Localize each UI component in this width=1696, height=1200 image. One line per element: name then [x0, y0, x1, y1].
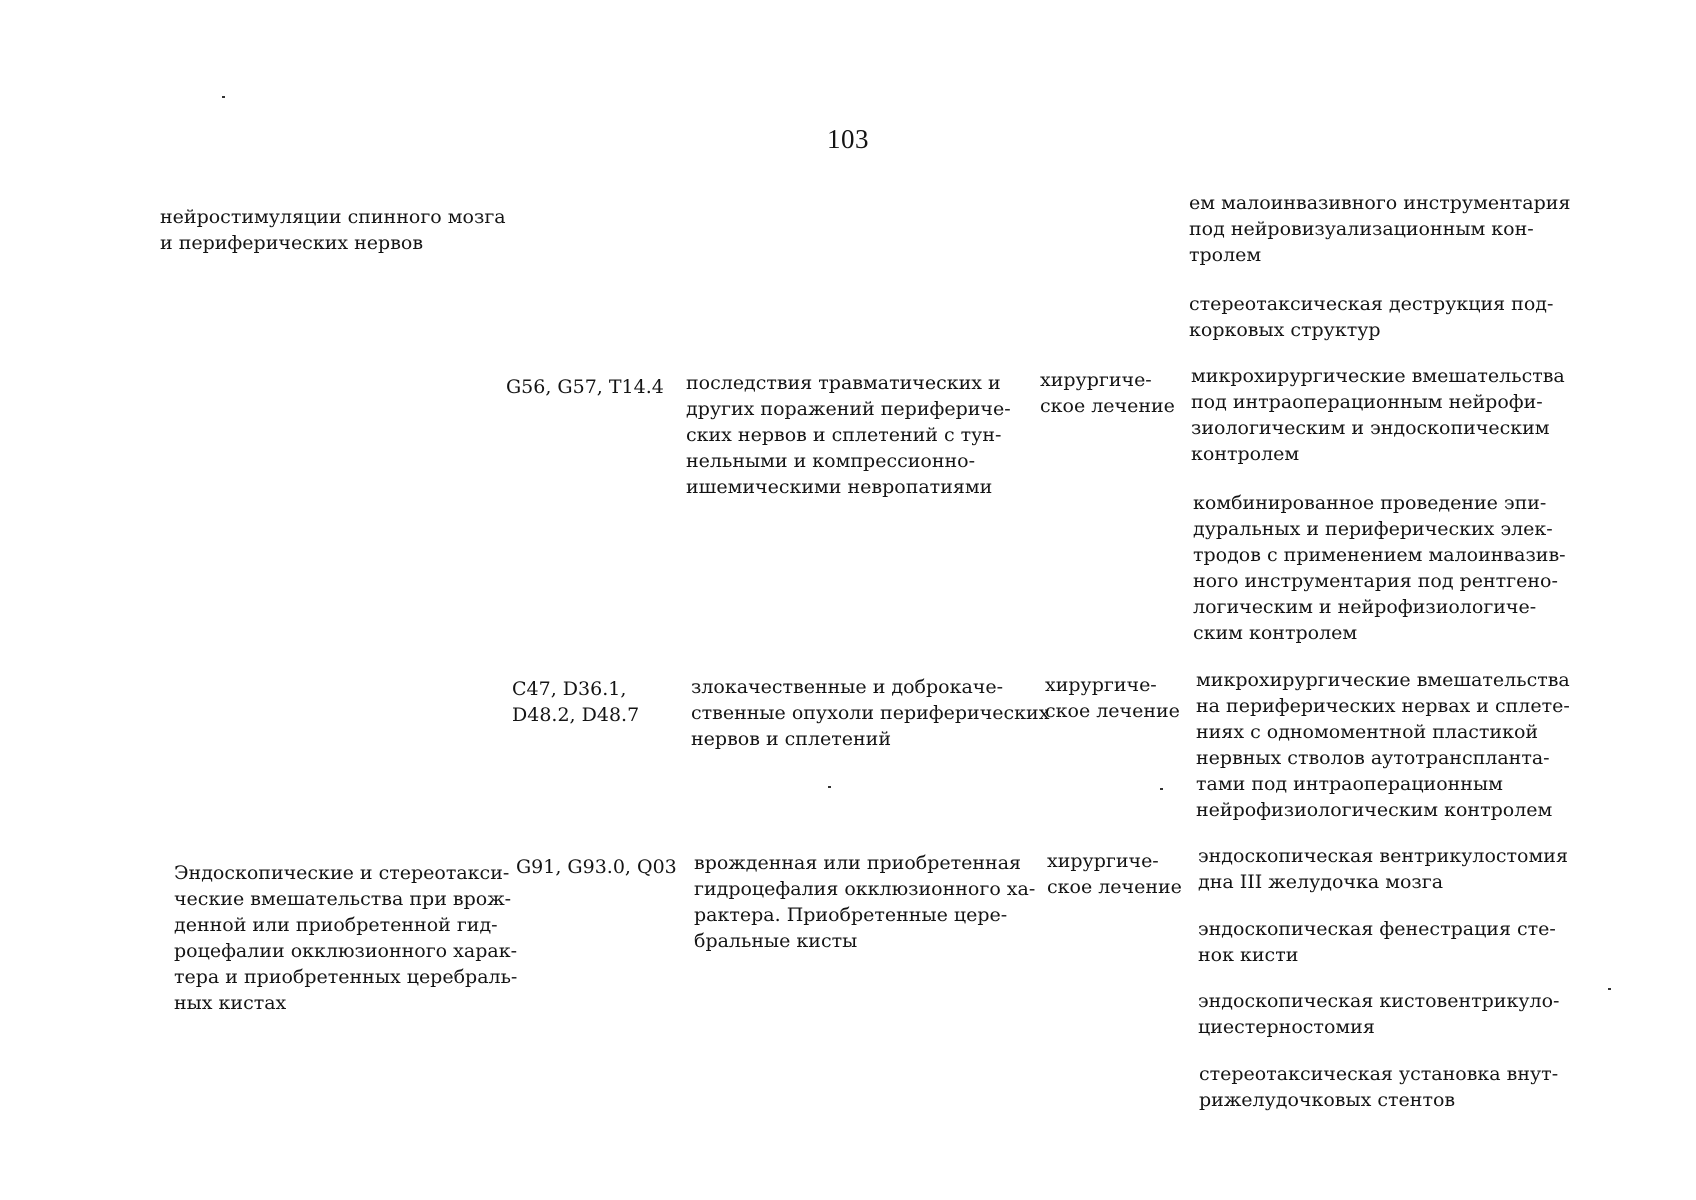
row3-method-4: стереотаксическая установка внут- рижелудочковых стентов	[1199, 1063, 1559, 1111]
row1-treatment-type: хирургиче- ское лечение	[1040, 369, 1175, 417]
row3-method-1: эндоскопическая вентрикулостомия дна III желудочка мозга	[1198, 845, 1568, 893]
row2-method-1: микрохирургические вмешательства на периферических нервах и сплете- ниях с одномоментной пластикой нервных стволов аутотранспланта- тами под интраоперационным нейрофизиологическим контролем	[1196, 669, 1570, 821]
row1-condition: последствия травматических и других поражений перифериче- ских нервов и сплетений с тун- нельными и компрессионно- ишемическими невропатиями	[686, 372, 1011, 498]
row1-icd-code: G56, G57, T14.4	[506, 376, 664, 398]
row3-method-2: эндоскопическая фенестрация сте- нок кисти	[1198, 918, 1556, 966]
row3-group-text: Эндоскопические и стереотакси- ческие вмешательства при врож- денной или приобретенной гид- роцефалии окклюзионного харак- тера и приобретенных церебраль- ных кистах	[174, 862, 518, 1014]
row2-condition: злокачественные и доброкаче- ственные опухоли периферических нервов и сплетений	[691, 676, 1050, 750]
row3-condition: врожденная или приобретенная гидроцефалия окклюзионного ха- рактера. Приобретенные цере- бральные кисты	[694, 852, 1036, 952]
row0-method-1: ем малоинвазивного инструментария под нейровизуализационным кон- тролем	[1189, 192, 1571, 266]
row2-treatment-type: хирургиче- ское лечение	[1045, 674, 1180, 722]
page-number: 103	[827, 124, 869, 154]
row0-group-text: нейростимуляции спинного мозга и периферических нервов	[160, 206, 506, 254]
row2-icd-code: C47, D36.1, D48.2, D48.7	[512, 678, 640, 726]
scan-speck-mid	[828, 786, 831, 788]
row3-icd-code: G91, G93.0, Q03	[516, 856, 677, 878]
scan-speck-mid2	[1160, 788, 1163, 790]
row3-method-3: эндоскопическая кистовентрикуло- циестерностомия	[1198, 990, 1560, 1038]
row1-method-1: микрохирургические вмешательства под интраоперационным нейрофи- зиологическим и эндоскопическим контролем	[1191, 365, 1565, 465]
row1-method-2: комбинированное проведение эпи- дуральных и периферических элек- тродов с применением малоинвазив- ного инструментария под рентгено- логическим и нейрофизиологиче- ским контролем	[1193, 492, 1566, 644]
scan-speck-right	[1608, 988, 1611, 990]
row3-treatment-type: хирургиче- ское лечение	[1047, 850, 1182, 898]
row0-method-2: стереотаксическая деструкция под- корковых структур	[1189, 293, 1554, 341]
scan-speck-top	[222, 96, 225, 98]
